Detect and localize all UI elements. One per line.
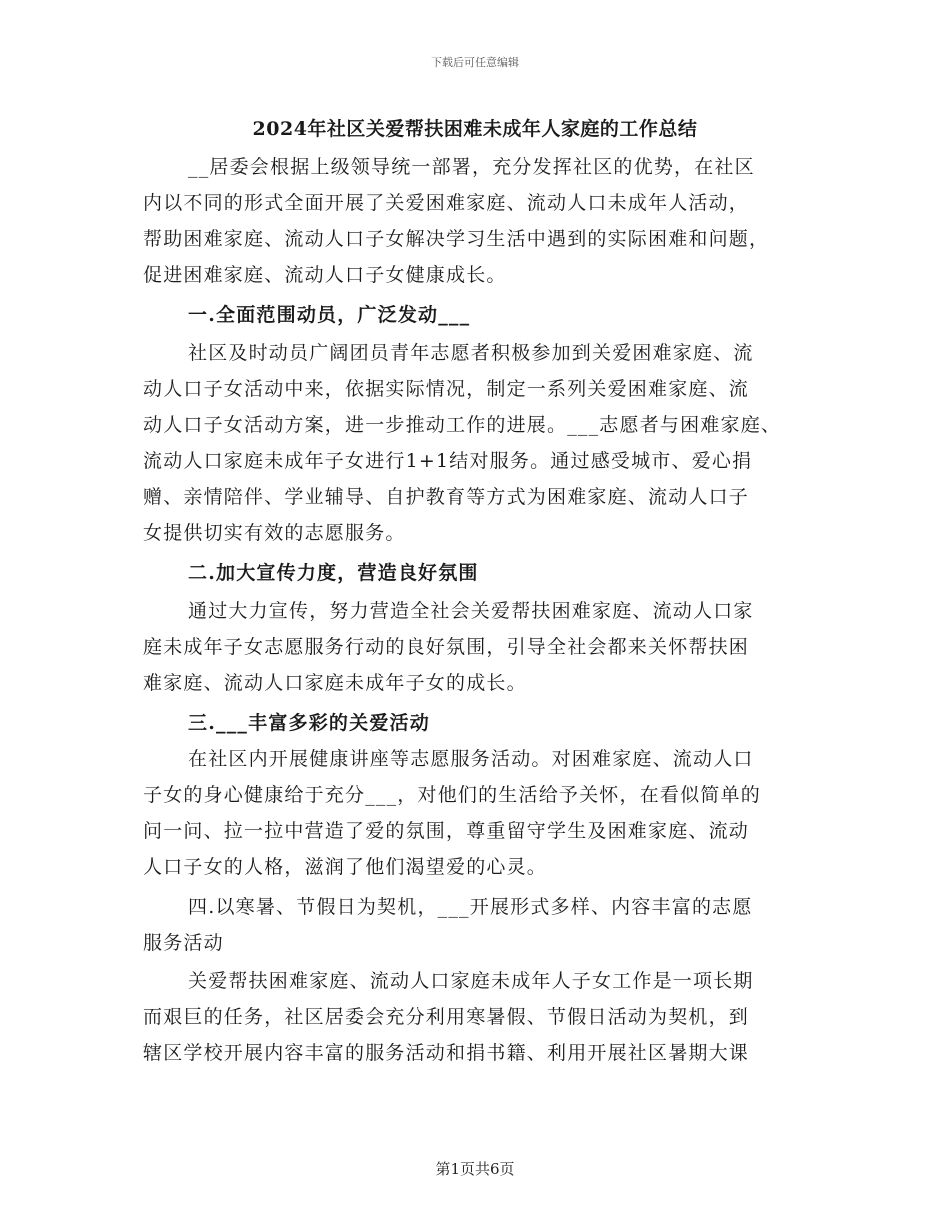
paragraph-line: 难家庭、流动人口家庭未成年子女的成长。 xyxy=(143,672,527,694)
header-note: 下载后可任意编辑 xyxy=(431,56,519,69)
paragraph-line: 动人口子女活动中来，依据实际情况，制定一系列关爱困难家庭、流 xyxy=(143,378,750,400)
paragraph-line: 赠、亲情陪伴、学业辅导、自护教育等方式为困难家庭、流动人口子 xyxy=(143,486,750,508)
paragraph-line: 内以不同的形式全面开展了关爱困难家庭、流动人口未成年人活动， xyxy=(143,192,750,214)
paragraph-line: 问一问、拉一拉中营造了爱的氛围，尊重留守学生及困难家庭、流动 xyxy=(143,820,750,842)
paragraph-line: 在社区内开展健康讲座等志愿服务活动。对困难家庭、流动人口 xyxy=(188,748,754,770)
paragraph-line: 社区及时动员广阔团员青年志愿者积极参加到关爱困难家庭、流 xyxy=(188,342,754,364)
document-title: 2024年社区关爱帮扶困难未成年人家庭的工作总结 xyxy=(252,118,698,140)
paragraph-line: 人口子女的人格，滋润了他们渴望爱的心灵。 xyxy=(143,856,548,878)
paragraph-line: 促进困难家庭、流动人口子女健康成长。 xyxy=(143,264,507,286)
paragraph-line: 通过大力宣传，努力营造全社会关爱帮扶困难家庭、流动人口家 xyxy=(188,600,754,622)
paragraph-line: 帮助困难家庭、流动人口子女解决学习生活中遇到的实际困难和问题， xyxy=(143,228,770,250)
section-heading: 二.加大宣传力度，营造良好氛围 xyxy=(188,562,479,584)
paragraph-line: 辖区学校开展内容丰富的服务活动和捐书籍、利用开展社区暑期大课 xyxy=(143,1042,750,1064)
paragraph-line: 而艰巨的任务，社区居委会充分利用寒暑假、节假日活动为契机，到 xyxy=(143,1006,750,1028)
paragraph-line: 女提供切实有效的志愿服务。 xyxy=(143,522,406,544)
section-heading: 四.以寒暑、节假日为契机，___开展形式多样、内容丰富的志愿 xyxy=(188,896,753,918)
paragraph-line: 关爱帮扶困难家庭、流动人口家庭未成年人子女工作是一项长期 xyxy=(188,970,754,992)
section-heading: 一.全面范围动员，广泛发动___ xyxy=(188,304,471,326)
section-heading: 三.___丰富多彩的关爱活动 xyxy=(188,712,430,734)
paragraph-line: __居委会根据上级领导统一部署，充分发挥社区的优势，在社区 xyxy=(188,156,755,178)
paragraph-line: 庭未成年子女志愿服务行动的良好氛围，引导全社会都来关怀帮扶困 xyxy=(143,636,750,658)
paragraph-line: 子女的身心健康给于充分___，对他们的生活给予关怀，在看似简单的 xyxy=(143,784,761,806)
paragraph-line: 服务活动 xyxy=(143,932,224,954)
page-number-footer: 第1页共6页 xyxy=(435,1160,515,1178)
paragraph-line: 流动人口家庭未成年子女进行1+1结对服务。通过感受城市、爱心捐 xyxy=(143,450,753,472)
paragraph-line: 动人口子女活动方案，进一步推动工作的进展。___志愿者与困难家庭、 xyxy=(143,414,782,436)
